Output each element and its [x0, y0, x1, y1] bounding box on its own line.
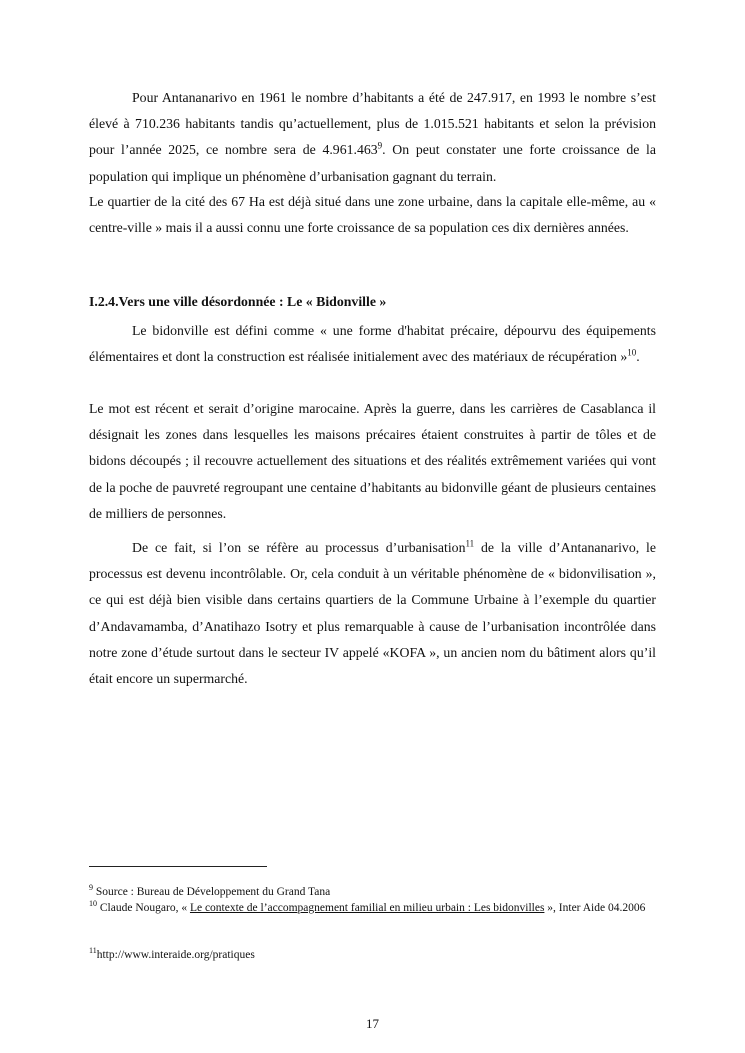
paragraph-urbanisation-process: [89, 535, 656, 692]
footnote-text: Source : Bureau de Développement du Grand Tana: [93, 886, 331, 898]
footnote-9: [89, 885, 656, 900]
footnote-text: Claude Nougaro, «: [97, 902, 190, 914]
paragraph-bidonville-definition: [89, 318, 656, 370]
paragraph-word-origin: Le mot est récent et serait d’origine marocaine. Après la guerre, dans les carrières de Casablanca il désignait les zones dans lesquelles les maisons précaires étaient construites à partir de tôles et de bidons découpés ; il recouvre actuellement des situations et des réalités extrêmement variées qui vont de la poche de pauvreté regroupant une centaine d’habitants au bidonville géant de plusieurs centaines de milliers de personnes.: [89, 401, 656, 521]
paragraph-text: Pour Antananarivo en 1961 le nombre d’habitants a été de 247.917, en 1993 le nombre s’est élevé à 710.236 habitants tandis qu’actuellement, plus de 1.015.521 habitants et selon la prévision pour l’année 2025, ce nombre sera de 4.961.463: [89, 90, 656, 158]
footnote-title-link[interactable]: Le contexte de l’accompagnement familial en milieu urbain : Les bidonvilles: [189, 902, 545, 914]
paragraph-text: de la ville d’Antananarivo, le processus est devenu incontrôlable. Or, cela conduit à un véritable phénomène de « bidonvilisation », ce qui est déjà bien visible dans certains quartiers de la Commune Urbaine à l’exemple du quartier d’Andavamamba, d’Anatihazo Isotry et plus remarquable à cause de l’urbanisation incontrôlée dans notre zone d’étude surtout dans le secteur IV appelé «KOFA », un ancien nom du bâtiment alors qu’il était encore un supermarché.: [89, 540, 656, 687]
paragraph-text: . On peut constater une forte croissance de la population qui implique un phénomène d’urbanisation gagnant du terrain.: [89, 142, 656, 184]
footnote-text: », Inter Aide 04.2006: [544, 902, 646, 914]
footnote-url[interactable]: http://www.interaide.org/pratiques: [96, 949, 255, 961]
footnote-separator: [89, 866, 267, 867]
footnote-10: [89, 900, 656, 917]
footnote-ref-10[interactable]: 10: [627, 347, 637, 358]
paragraph-cite-67ha: Le quartier de la cité des 67 Ha est déjà situé dans une zone urbaine, dans la capitale elle-même, au « centre-ville » mais il a aussi connu une forte croissance de sa population ces dix dernières années.: [89, 194, 656, 236]
section-heading: I.2.4.Vers une ville désordonnée : Le « Bidonville »: [89, 294, 387, 309]
paragraph-text: De ce fait, si l’on se réfère au processus d’urbanisation: [132, 540, 466, 555]
paragraph-text: Le bidonville est défini comme « une forme d'habitat précaire, dépourvu des équipements élémentaires et dont la construction est réalisée initialement avec des matériaux de récupération »: [89, 323, 656, 365]
footnote-ref-11[interactable]: 11: [465, 538, 475, 549]
footnote-number: 9: [89, 883, 93, 893]
paragraph-population-growth: [89, 85, 656, 190]
paragraph-text: .: [636, 349, 640, 365]
footnote-number: 10: [89, 899, 97, 909]
footnote-number: 11: [89, 946, 97, 956]
page-number: 17: [366, 1016, 379, 1031]
footnote-ref-9[interactable]: 9: [377, 140, 383, 151]
footnote-11: [89, 948, 656, 963]
